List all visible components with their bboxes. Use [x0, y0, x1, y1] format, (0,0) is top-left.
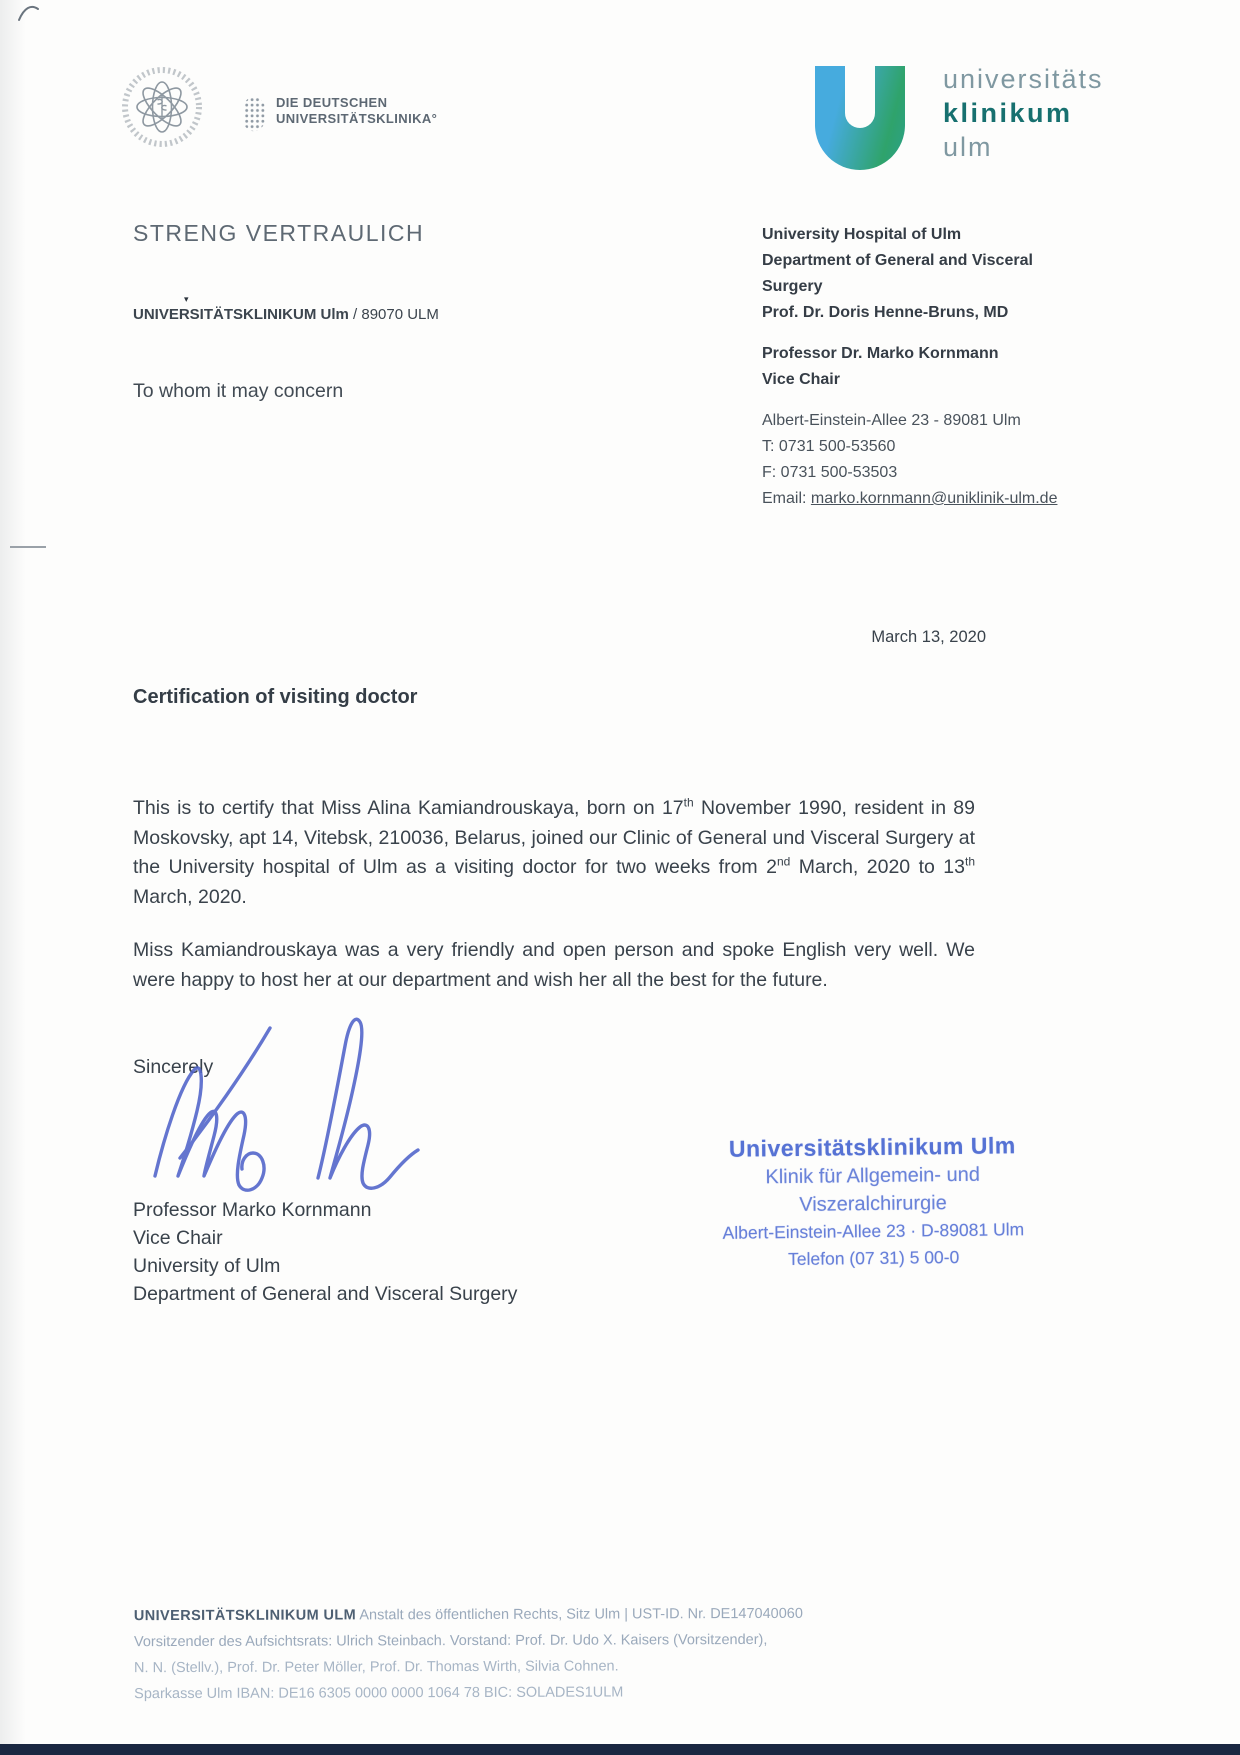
signer-org: University of Ulm — [133, 1255, 281, 1277]
contact-person: Professor Dr. Marko Kornmann — [762, 345, 999, 362]
stamp-line4: Albert-Einstein-Allee 23 · D-89081 Ulm — [722, 1219, 1025, 1243]
contact-email — [762, 486, 1072, 512]
footer-line2: Vorsitzender des Aufsichtsrats: Ulrich Steinbach. Vorstand: Prof. Dr. Udo X. Kaisers (Vorsitzender), — [133, 1631, 768, 1651]
contact-hospital: University Hospital of Ulm — [762, 226, 962, 243]
uniklinik-u-logo-hole — [845, 66, 875, 128]
contact-department-group — [762, 222, 1072, 326]
scan-bottom-edge — [0, 1744, 1240, 1755]
footer-line1-rest: Anstalt des öffentlichen Rechts, Sitz Ulm | UST-ID. Nr. DE147040060 — [356, 1605, 803, 1624]
return-address — [133, 306, 439, 323]
duk-wordmark — [276, 95, 437, 127]
duk-dots-icon — [243, 96, 269, 132]
uniklinik-u-logo — [815, 66, 905, 170]
return-address-mark-icon: ▾ — [184, 294, 189, 304]
footer-line3: N. N. (Stellv.), Prof. Dr. Peter Möller, Prof. Dr. Thomas Wirth, Silvia Cohnen. — [134, 1658, 619, 1677]
duk-line2: UNIVERSITÄTSKLINIKA° — [276, 111, 438, 126]
signer-dept: Department of General and Visceral Surgery — [133, 1283, 518, 1305]
p1-segment: March, 2020 to 13 — [790, 856, 965, 878]
return-address-rest: / 89070 ULM — [348, 306, 439, 323]
duk-line1: DIE DEUTSCHEN — [276, 95, 388, 110]
signer-block — [133, 1196, 517, 1308]
contact-fax: F: 0731 500-53503 — [762, 464, 898, 481]
university-ulm-seal-icon — [121, 66, 203, 148]
brand-word-ulm: ulm — [943, 132, 993, 162]
p1-segment: This is to certify that Miss Alina Kamiandrouskaya, born on 17 — [133, 797, 684, 819]
department-stamp — [692, 1130, 1054, 1274]
closing-sincerely: Sincerely — [133, 1056, 214, 1078]
contact-chief: Prof. Dr. Doris Henne-Bruns, MD — [762, 304, 1009, 321]
stamp-line5: Telefon (07 31) 5 00-0 — [787, 1246, 960, 1270]
brand-word-klinikum: klinikum — [943, 98, 1073, 128]
p1-segment: November 1990, resident in 89 Moskovsky, apt 14, Vitebsk, 210036, Belarus, joined our Clinic of General und Visceral Surgery at the University hospital of Ulm as a visiting doctor for two weeks from 2 — [133, 797, 975, 878]
contact-email-address: marko.kornmann@uniklinik-ulm.de — [810, 490, 1058, 507]
scan-pen-mark-icon — [16, 2, 44, 22]
signer-name: Professor Marko Kornmann — [133, 1199, 372, 1221]
salutation: To whom it may concern — [133, 380, 344, 402]
footer-imprint — [134, 1601, 803, 1707]
ordinal-superscript: nd — [776, 854, 791, 869]
brand-word-universitaets: universitäts — [943, 64, 1104, 94]
footer-line1 — [134, 1601, 803, 1629]
subject-line: Certification of visiting doctor — [133, 686, 418, 708]
contact-address: Albert-Einstein-Allee 23 - 89081 Ulm — [762, 412, 1021, 429]
stamp-line3: Viszeralchirurgie — [799, 1192, 947, 1216]
contact-phone: T: 0731 500-53560 — [762, 438, 896, 455]
handwritten-signature — [140, 1008, 430, 1193]
contact-block — [762, 222, 1072, 527]
body-paragraph-2: Miss Kamiandrouskaya was a very friendly and open person and spoke English very well. We were happy to host her at our department and wish her all the best for the future. — [133, 939, 975, 991]
contact-dept-line1: Department of General and Visceral — [762, 252, 1033, 269]
p1-segment: March, 2020. — [133, 885, 247, 908]
ordinal-superscript: th — [964, 854, 975, 869]
confidential-label: STRENG VERTRAULICH — [133, 220, 425, 246]
signer-role: Vice Chair — [133, 1227, 223, 1249]
ordinal-superscript: th — [683, 795, 694, 810]
letter-date: March 13, 2020 — [871, 628, 986, 646]
footer-org-name: UNIVERSITÄTSKLINIKUM ULM — [133, 1607, 357, 1625]
fold-mark — [10, 546, 46, 548]
contact-email-label: Email: — [762, 490, 811, 507]
uniklinik-wordmark — [943, 62, 1104, 164]
return-address-bold: UNIVERSITÄTSKLINIKUM Ulm — [133, 306, 349, 323]
footer-line4: Sparkasse Ulm IBAN: DE16 6305 0000 0000 1064 78 BIC: SOLADES1ULM — [134, 1684, 624, 1703]
contact-details-group — [762, 408, 1072, 512]
stamp-line2: Klinik für Allgemein- und — [765, 1163, 981, 1189]
contact-dept-line2: Surgery — [762, 278, 823, 295]
contact-person-group — [762, 341, 1072, 393]
body-paragraph-1 — [133, 794, 975, 912]
stamp-line1: Universitätsklinikum Ulm — [728, 1132, 1016, 1162]
contact-person-role: Vice Chair — [762, 371, 840, 388]
